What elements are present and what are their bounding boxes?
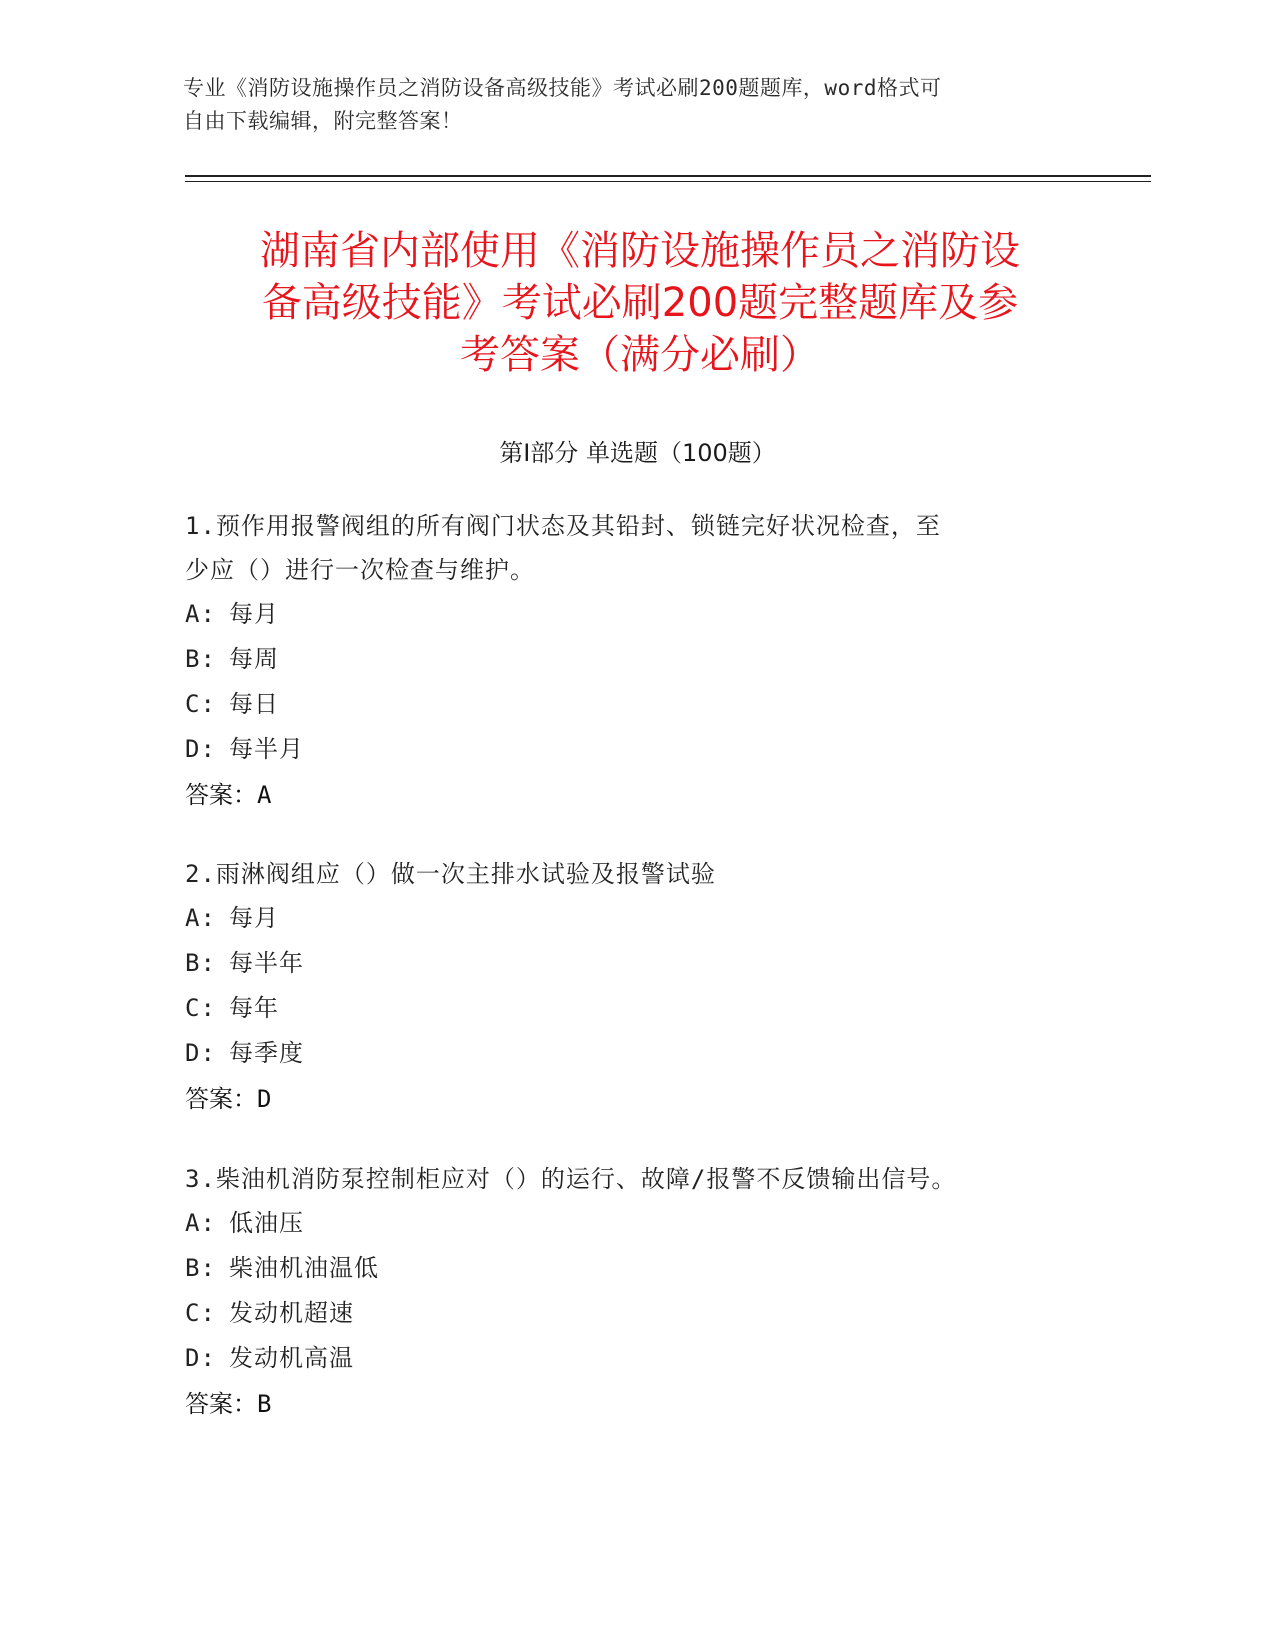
option-letter: D: (185, 735, 216, 763)
option-letter: C: (185, 690, 216, 718)
option-b (185, 637, 1065, 682)
option-letter: B: (185, 1254, 216, 1282)
answer-line (185, 772, 1065, 818)
answer-value: D (257, 1085, 272, 1113)
option-a (185, 896, 1065, 941)
answer-value: B (257, 1390, 272, 1418)
option-text: 发动机高温 (229, 1344, 354, 1372)
option-text: 每半月 (229, 735, 304, 763)
option-text: 每日 (229, 690, 279, 718)
option-text: 每季度 (229, 1039, 304, 1067)
title-line: 考答案（满分必刷） (460, 332, 820, 378)
option-a (185, 592, 1065, 637)
option-letter: C: (185, 1299, 216, 1327)
option-text: 低油压 (229, 1209, 304, 1237)
option-letter: C: (185, 994, 216, 1022)
option-a (185, 1201, 1065, 1246)
section-heading: 第Ⅰ部分 单选题（100题） (499, 439, 776, 467)
option-b (185, 941, 1065, 986)
answer-line (185, 1381, 1065, 1427)
question-stem-line: 2.雨淋阀组应（）做一次主排水试验及报警试验 (185, 860, 716, 888)
header-divider-thick (185, 175, 1151, 177)
question-stem (185, 504, 1065, 592)
question-stem (185, 852, 1065, 896)
answer-label: 答案： (185, 1390, 257, 1418)
option-letter: A: (185, 904, 216, 932)
answer-label: 答案： (185, 1085, 257, 1113)
header-note-line: 专业《消防设施操作员之消防设备高级技能》考试必刷200题题库，word格式可 (183, 76, 942, 100)
document-title (160, 225, 1120, 381)
option-text: 每月 (229, 600, 279, 628)
option-text: 每年 (229, 994, 279, 1022)
question-item (185, 852, 1065, 1122)
answer-value: A (257, 781, 272, 809)
option-c (185, 682, 1065, 727)
title-line: 备高级技能》考试必刷200题完整题库及参 (261, 280, 1019, 326)
option-d (185, 727, 1065, 772)
answer-line (185, 1076, 1065, 1122)
option-letter: A: (185, 600, 216, 628)
option-text: 每半年 (229, 949, 304, 977)
header-divider-thin (185, 181, 1151, 182)
option-b (185, 1246, 1065, 1291)
option-letter: D: (185, 1039, 216, 1067)
question-item (185, 1157, 1065, 1427)
header-note-line: 自由下载编辑，附完整答案！ (183, 109, 463, 133)
question-item (185, 504, 1065, 818)
option-letter: B: (185, 949, 216, 977)
option-letter: D: (185, 1344, 216, 1372)
title-line: 湖南省内部使用《消防设施操作员之消防设 (260, 228, 1020, 274)
option-letter: A: (185, 1209, 216, 1237)
option-c (185, 986, 1065, 1031)
question-stem-line: 3.柴油机消防泵控制柜应对（）的运行、故障/报警不反馈输出信号。 (185, 1165, 957, 1193)
header-note (183, 72, 1063, 138)
answer-label: 答案： (185, 781, 257, 809)
question-stem (185, 1157, 1065, 1201)
option-letter: B: (185, 645, 216, 673)
option-text: 发动机超速 (229, 1299, 354, 1327)
option-text: 每月 (229, 904, 279, 932)
option-d (185, 1336, 1065, 1381)
option-d (185, 1031, 1065, 1076)
option-c (185, 1291, 1065, 1336)
question-stem-line: 少应（）进行一次检查与维护。 (185, 556, 535, 584)
option-text: 柴油机油温低 (229, 1254, 379, 1282)
option-text: 每周 (229, 645, 279, 673)
question-stem-line: 1.预作用报警阀组的所有阀门状态及其铅封、锁链完好状况检查，至 (185, 512, 941, 540)
